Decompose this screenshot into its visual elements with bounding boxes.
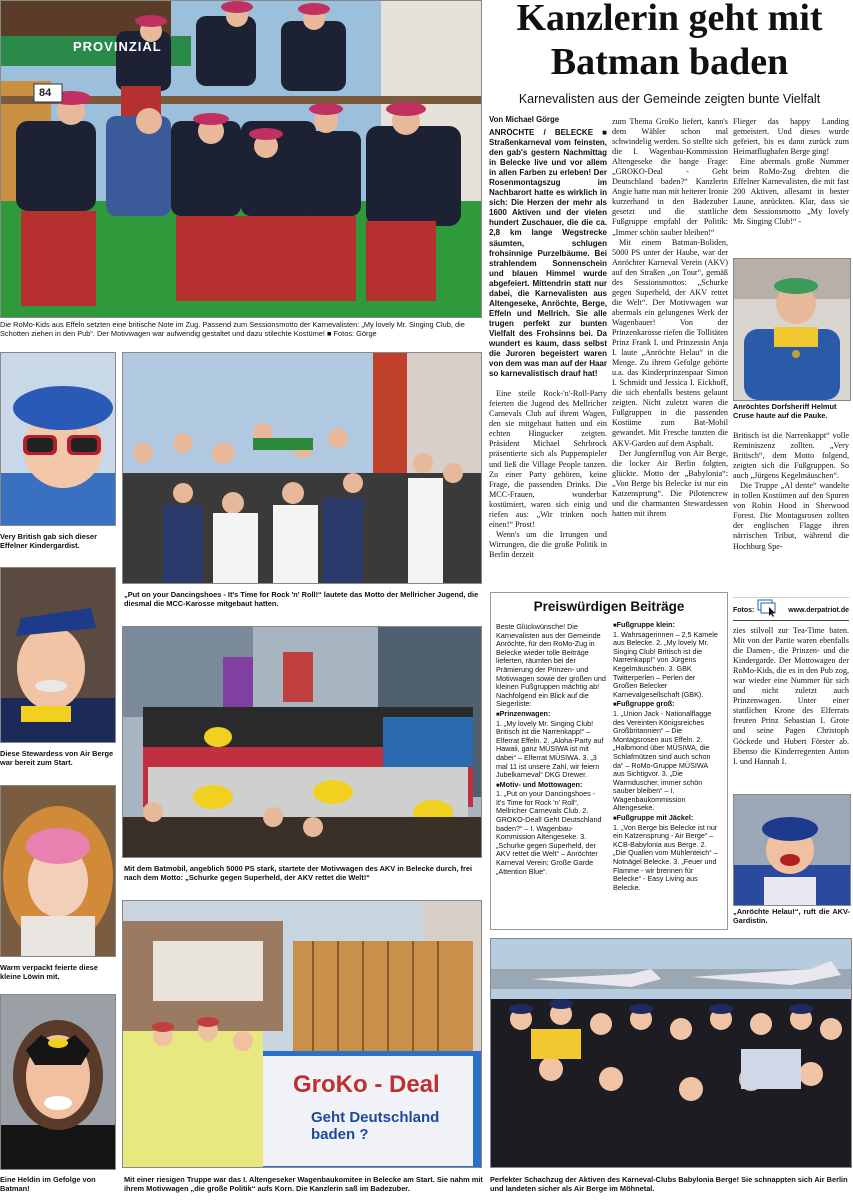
fotos-bar[interactable] — [733, 597, 849, 621]
caption-riesig: Mit einer riesigen Truppe war das I. Altengeseker Wagenbaukomitee in Belecke am Start. Sie nahm mit ihrem Motivwagen „die große Politik“ aufs Korn. Die Kanzlerin saß im Badezuber. — [124, 1175, 483, 1193]
author: Von Michael Görge — [489, 115, 560, 124]
photo-romo-kids — [0, 0, 482, 318]
prize-intro: Beste Glückwünsche! Die Karnevalisten aus der Gemeinde Anröchte, für den RoMo-Zug in Belecke wieder tolle Beiträge lieferten, räumten bei der Prämierung der Prinzen- und Motivwagen sowie der großen und kleinen Fußgruppen mächtig ab! Nachfolgend ein Blick auf die Siegerliste: — [496, 622, 606, 709]
paragraph: Eine abermals große Nummer beim RoMo-Zug drehten die Effelner Karnevalisten, die mit fast 200 Aktiven, allesamt in bester Laune, anrückten. Klar, dass sie dem Sessionsmotto „My lovely Mr. Singing Club!“ - — [733, 157, 849, 227]
photo-dancingshoes — [122, 352, 482, 584]
prize-box — [490, 592, 728, 930]
caption-helau: „Anröchte Helau!“, ruft die AKV-Gardistin. — [733, 907, 850, 925]
photo-babylonia — [490, 938, 852, 1168]
caption-batmobil: Mit dem Batmobil, angeblich 5000 PS stark, startete der Motivwagen des AKV in Belecke durch, frei nach dem Motto: „Schurke gegen Superheld, der AKV rettet die Welt!“ — [124, 864, 473, 882]
provinzial-sign: PROVINZIAL — [73, 39, 162, 54]
article-column-2 — [612, 117, 728, 580]
article-column-1 — [489, 128, 607, 580]
article-column-3b — [733, 431, 849, 583]
caption-heldin: Eine Heldin im Gefolge von Batman! — [0, 1175, 96, 1193]
article-column-3c — [733, 626, 849, 792]
paragraph: Die Truppe „Al dente“ wandelte in tollen Kostümen auf den Spuren von Robin Hood in Sherwood Forest. Die Montagsrosen zollten der englischen Flagge ihren närrischen Tribut, während die Hochburg Spe- — [733, 481, 849, 551]
paragraph: Der Jungfernflug von Air Berge, die locker Air Berlin folgten, glückte. Motto der „Babylonia“: „Von Berge bis Belecke ist nur ein Katzensprung“. Die Pilotencrew und die charmanten Stewardessen hatten mit ihrem — [612, 448, 728, 518]
caption-british: Very British gab sich dieser Effelner Kindergardist. — [0, 532, 97, 550]
photo-helau — [733, 794, 851, 906]
paragraph: Wenn's um die Irrungen und Wirrungen, die die große Politik in Berlin derzeit — [489, 529, 607, 559]
prize-heading: ■ Fußgruppe klein: — [613, 621, 721, 631]
photo-stewardess — [0, 567, 116, 743]
photo-british-kid — [0, 352, 116, 526]
fotos-label: Fotos: — [733, 607, 755, 614]
prize-list: 1. „Von Berge bis Belecke ist nur ein Katzensprung - Air Berge“ – KCB-Babylonia aus Berge. 2. „Die Quallen vom Mühlenteich“ – Notnägel Belecke. 3. „Feuer und Flamme - wir brennen für Belecke“ - Easy Living aus Belecke. — [613, 822, 718, 892]
caption-loewin: Warm verpackt feierte diese kleine Löwin mit. — [0, 963, 98, 981]
photo-batmobil — [122, 626, 482, 858]
caption-dancingshoes: „Put on your Dancingshoes - It's Time for Rock 'n' Roll!“ lautete das Motto der Mellricher Jugend, die diesmal die MCC-Karosse mitgebaut hatten. — [124, 590, 479, 608]
caption-sheriff: Anröchtes Dorfsheriff Helmut Cruse haute auf die Pauke. — [733, 402, 837, 420]
prize-list: 1. „Put on your Dancingshoes - It's Time for Rock 'n' Roll“, Mellricher Carnevals Club. 2. GROKO-Deal! Geht Deutschland baden?“ – I. Wagenbau-Kommission Altengeseke. 3. „Schurke gegen Superheld, der AKV rettet die Welt“ – Anröchter Karneval Verein; Große Garde „Attention Blue“. — [496, 789, 602, 876]
headline-line2: Batman baden — [550, 41, 789, 83]
prize-list: 1. „My lovely Mr. Singing Club! Britisch ist die Narrenkapp!“ – Elferrat Effeln. 2. „Aloha-Party auf Hawaii, ganz MÜSIWA ist mit dabei“ – Elferrat MÜSIWA. 3. „3 mal 11 ist unsere Zahl, wir feiern Jubelkarneval“ DKG Drewer. — [496, 718, 604, 780]
headline — [486, 0, 853, 84]
paragraph: zum Thema GroKo liefert, kann's dem Wähler schon mal schwindelig werden. So stellte sich die I. Wagenbau-Kommission Altengeseke die bange Frage: „GROKO-Deal - Geht Deutschland baden?“ Kanzlerin Angie hatte man mit heiterer Ironie kurzerhand in den Badezuber gesetzt und die stattliche Fußgruppe empfahl der Politik: „Immer schön sauber bleiben!“ — [612, 117, 728, 237]
caption-top: Die RoMo-Kids aus Effeln setzten eine britische Note im Zug. Passend zum Sessionsmotto der Karnevalisten: „My lovely Mr. Singing Club, die Schotten ziehen in den Pub“. Der Motivwagen war aufwendig gestaltet und dazu stilechte Kostüme! ■ Fotos: Görge — [0, 320, 465, 338]
prize-list: 1. „Union Jack - Nationalflagge des Vereinten Königsreiches Großbritannien“ – Die Montagsrosen aus Effeln. 2. „Halbmond über MÜSIWA, die Schlafmützen sind auch schon da“ – RoMo-Gruppe MÜSIWA aus Sichtigvor. 3. „Die Warmduscher, immer schön sauber bleiben“ – I. Wagenbaukommission Altengeseke. — [613, 708, 712, 813]
article-column-3 — [733, 117, 849, 252]
paragraph: Britisch ist die Narrenkappt“ volle Reminiszenz zollten. „Very Britisch“, dem Motto folgend, zeigten sich die Fußgruppen. So auch „Jürgens Kegelmäuschen“. — [733, 431, 849, 481]
prize-heading: ■ Prinzenwagen: — [496, 710, 606, 720]
groko-banner-title: GroKo - Deal — [293, 1071, 440, 1098]
fotos-url[interactable]: www.derpatriot.de — [788, 607, 849, 614]
prize-list: 1. Wahrsagerinnen – 2,5 Kamele aus Belecke. 2. „My lovely Mr. Singing Club! Britisch ist die Narrenkapp!“ von Jürgens Kegelmäuschen. 3. GBK Twitterperlen – Perlen der Großen Belecker Karnevalgesellschaft (GBK). — [613, 629, 718, 699]
paragraph: Eine steile Rock-'n'-Roll-Party feierten die Jugend des Mellricher Carnevals Club auf ihrem Wagen, den sie mitgebaut hatten und ein echten Hingucker zeigten. Präsident Michael Sehrbrock präsentierte sich als Puppenspieler und ließ die Village People tanzen. Zu einer Party gehören, keine Frage, die passenden Drinks. Die MCC-Frauen, wunderbar kostümiert, waren sich einig und riefen aus: „Wir trinken noch einen!“ Prost! — [489, 389, 607, 529]
paragraph: Flieger das happy Landing gemeistert. Und dieses wurde gefeiert, bis es dann zurück zum Heimatflughafen Berge ging! — [733, 117, 849, 157]
pointer-icon — [757, 599, 779, 617]
paragraph: zies stilvoll zur Tea-Time baten. Mit von der Partie waren ebenfalls die Damen-, die Prinzen- und die Kindergarde. Der Mottowagen der RoMo-Kids, die es in den Pub zog, war wieder eine Nummer für sich und nicht zuletzt auch Prinzenwagen. Unter einer stattlichen Krone des Elferrats freuten Prinz Sebastian I. Grote und seine Pagen Christoph Göckede und Hubert Förster ab. Ebenso die Kinderregenten Anton I. und Hannah I. — [733, 626, 849, 766]
photo-groko — [122, 900, 482, 1168]
subheadline: Karnevalisten aus der Gemeinde zeigten bunte Vielfalt — [518, 92, 821, 106]
groko-banner-sub: Geht Deutschland baden ? — [311, 1109, 440, 1143]
caption-stewardess: Diese Stewardess von Air Berge war bereit zum Start. — [0, 749, 114, 767]
prize-heading: ■ Fußgruppe groß: — [613, 700, 721, 710]
prize-heading: ■ Fußgruppe mit Jäckel: — [613, 814, 721, 824]
bus-number: 84 — [39, 87, 52, 99]
headline-line1: Kanzlerin geht mit — [516, 0, 823, 39]
photo-sheriff — [733, 258, 851, 401]
prize-box-title: Preiswürdigen Beiträge — [533, 599, 685, 614]
paragraph: Mit einem Batman-Boliden, 5000 PS unter der Haube, war der Anröchter Karneval Verein (AKV) auf den Straßen „on Tour“, gemäß des Sessionsmottos: „Schurke gegen Superheld, der AKV rettet die Welt“. Der Motivwagen war abermals ein gelungenes Werk der Wagenbauer! Von der Prinzenkarosse riefen die Tollitäten Prinz Frank I. und Prinzessin Anja I. laute „Anröchte Helau“ in die Menge. Zu ihrem Gefolge gehörte u.a. das Kinderprinzenpaar Simon I. Schmidt und Jessica I. Eickhoff, die sich ebenfalls bestens gelaunt zeigten. Nicht zuletzt waren die Fußgruppen in die passenden Kostüme zum Bat-Mobil gewandet. Mit Fresche tanzten die AKV-Garden auf dem Asphalt. — [612, 237, 728, 448]
prize-heading: ■ Motiv- und Mottowagen: — [496, 781, 606, 791]
caption-babylonia: Perfekter Schachzug der Aktiven des Karneval-Clubs Babylonia Berge! Sie schnappten sich Air Berlin und landeten sicher als Air Berge im Möhnetal. — [490, 1175, 848, 1193]
photo-loewin — [0, 785, 116, 957]
lead-paragraph: ANRÖCHTE / BELECKE ■ Straßenkarneval vom feinsten, den gab's gestern Nachmittag in Belecke live und vor allem in allen Farben zu erleben! Der Rosenmontagszug im Nachbarort hatte es wirklich in sich: Die Herzen der mehr als 1600 Aktiven und der vielen hundert Zuschauer, die die ca. 2,8 km lange Wegstrecke säumten, schlugen frohsinnige Purzelbäume. Bei strahlendem Sonnenschein und blauen Himmel wurde abgefeiert. Mittendrin statt nur dabei, die Karnevalisten aus Altengeseke, Anröchte, Berge, Effeln und Mellrich. Sie alle trugen perfekt zur bunten Vielfalt des Frohsinns bei. Da wundert es kaum, dass selbst die Juroren begeistert waren von dem was man auf der Haar so karnevalistisch drauf hat! — [489, 128, 607, 379]
photo-heldin — [0, 994, 116, 1170]
